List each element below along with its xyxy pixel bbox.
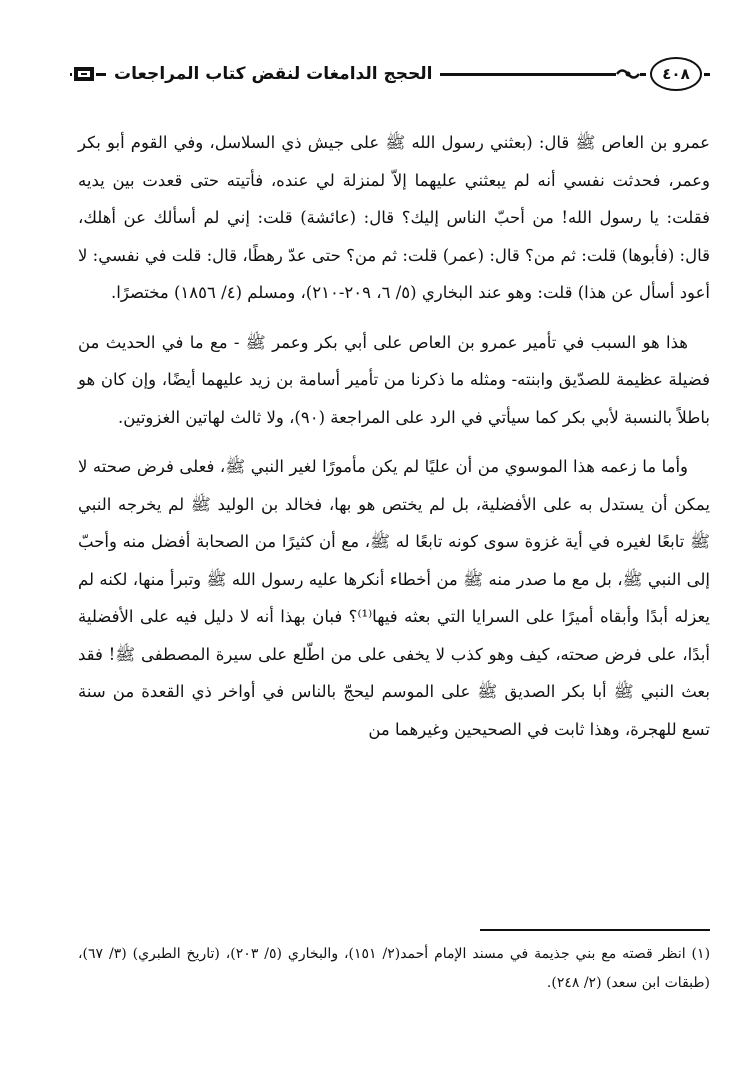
footnote-separator bbox=[480, 929, 710, 931]
header-ornament-icon bbox=[72, 63, 96, 85]
page-number-badge bbox=[646, 54, 704, 92]
header-title: الحجج الدامغات لنقض كتاب المراجعات bbox=[106, 56, 440, 92]
main-text bbox=[78, 124, 710, 748]
running-header bbox=[70, 52, 710, 96]
page-number: ٤٠٨ bbox=[650, 57, 702, 91]
paragraph: وأما ما زعمه هذا الموسوي من أن عليًا لم يكن مأمورًا لغير النبي ﷺ، فعلى فرض صحته لا يمكن أن يستدل به على الأفضلية، بل لم يختص هو بها، فخالد بن الوليد ﷺ لم يخرجه النبي ﷺ تابعًا لغيره في أية غزوة سوى كونه تابعًا له ﷺ، مع أن كثيرًا من الصحابة أفضل منه وأحبّ إلى النبي ﷺ، بل مع ما صدر منه ﷺ من أخطاء أنكرها عليه رسول الله ﷺ وتبرأ منها، لكنه لم يعزله أبدًا وأبقاه أميرًا على السرايا التي بعثه فيها⁽¹⁾؟ فبان بهذا أنه لا دليل فيه على الأفضلية أبدًا، على فرض صحته، كيف وهو كذب لا يخفى على من اطّلع على سيرة المصطفى ﷺ! فقد بعث النبي ﷺ أبا بكر الصديق ﷺ على الموسم ليحجّ بالناس في أواخر ذي القعدة من سنة تسع للهجرة، وهذا ثابت في الصحيحين وغيرهما من bbox=[78, 457, 710, 739]
footnote: (١) انظر قصته مع بني جذيمة في مسند الإمام أحمد(٢/ ١٥١)، والبخاري (٥/ ٢٠٣)، (تاريخ الطبري) (٣/ ٦٧)، (طبقات ابن سعد) (٢/ ٢٤٨). bbox=[78, 946, 711, 991]
footnotes bbox=[78, 940, 710, 998]
paragraph: عمرو بن العاص ﷺ قال: (بعثني رسول الله ﷺ على جيش ذي السلاسل، وفي القوم أبو بكر وعمر، فحدثت نفسي أنه لم يبعثني عليهما إلاّ لمنزلة لي عنده، فأتيته حتى قعدت بين يديه فقلت: يا رسول الله! من أحبّ الناس إليك؟ قال: (عائشة) قلت: إني لم أسألك عن أهلك، قال: (فأبوها) قلت: ثم من؟ قال: (عمر) قلت: ثم من؟ حتى عدّ رهطًا، قال: قلت في نفسي: لا أعود أسأل عن هذا) قلت: وهو عند البخاري (٥/ ٦، ٢٠٩-٢١٠)، ومسلم (٤/ ١٨٥٦) مختصرًا. bbox=[78, 133, 710, 302]
header-ornament-icon bbox=[616, 63, 640, 85]
paragraph: هذا هو السبب في تأمير عمرو بن العاص على أبي بكر وعمر ﷺ - مع ما في الحديث من فضيلة عظيمة للصدّيق وابنته- ومثله ما ذكرنا من تأمير أسامة بن زيد عليهما أيضًا، وإن كان هو باطلاً بالنسبة لأبي بكر كما سيأتي في الرد على المراجعة (٩٠)، ولا ثالث لهاتين الغزوتين. bbox=[78, 332, 710, 427]
